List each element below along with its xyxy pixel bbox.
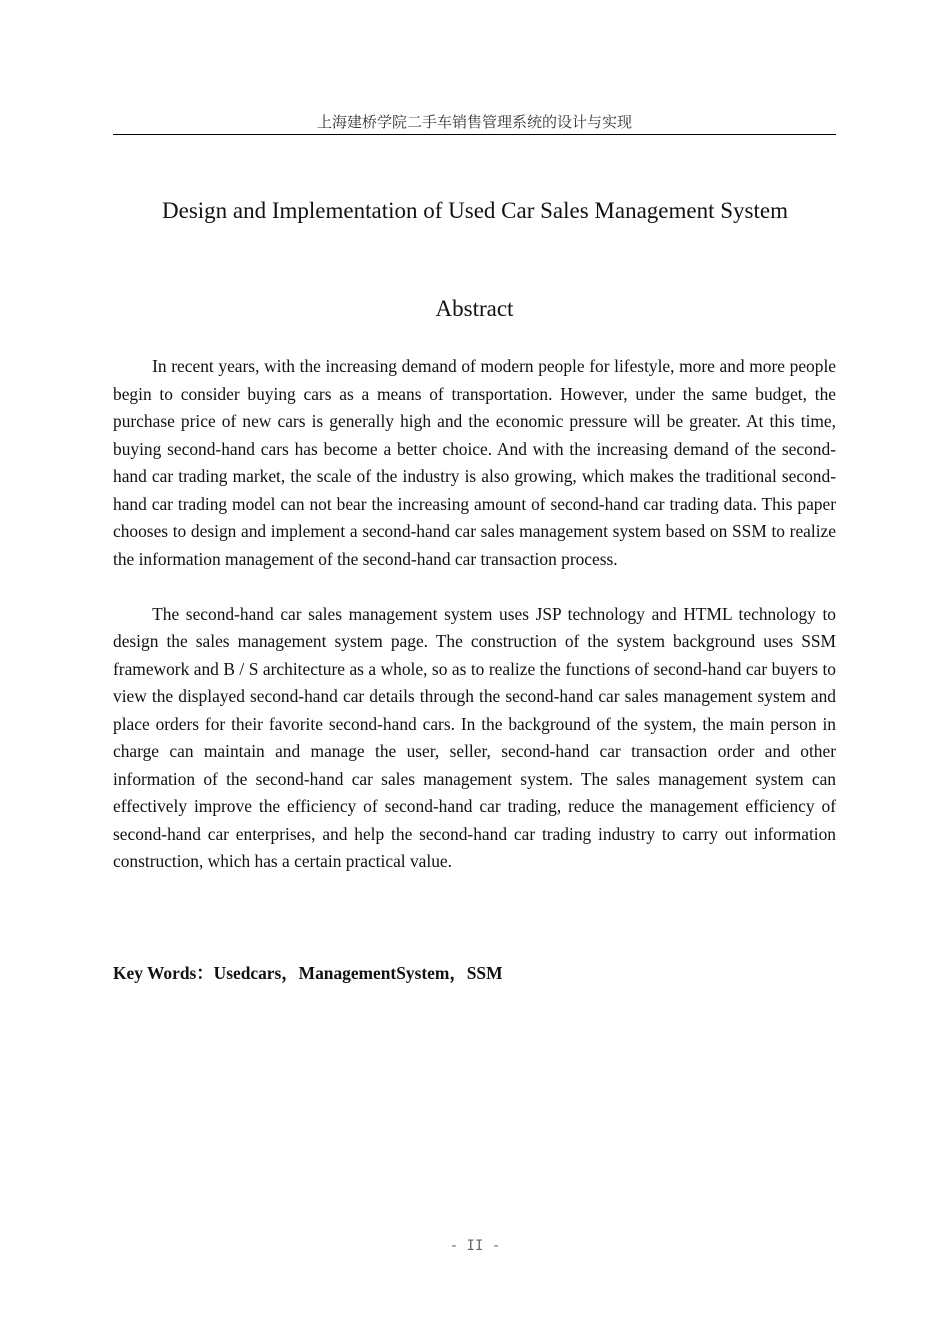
keywords-line: Key Words：Usedcars，ManagementSystem，SSM: [113, 963, 503, 983]
paper-title: Design and Implementation of Used Car Sales Management System: [162, 198, 788, 223]
abstract-paragraph-1: In recent years, with the increasing demand of modern people for lifestyle, more and more people begin to consider buying cars as a means of transportation. However, under the same budget, the purchase price of new cars is generally high and the economic pressure will be greater. At this time, buying second-hand cars has become a better choice. And with the increasing demand of the second-hand car trading market, the scale of the industry is also growing, which makes the traditional second-hand car trading model can not bear the increasing amount of second-hand car trading data. This paper chooses to design and implement a second-hand car sales management system based on SSM to realize the information management of the second-hand car transaction process.: [113, 356, 836, 569]
abstract-heading: Abstract: [435, 296, 514, 321]
running-header: 上海建桥学院二手车销售管理系统的设计与实现: [113, 113, 836, 135]
page-number: - II -: [449, 1238, 501, 1254]
abstract-body: [113, 353, 836, 903]
abstract-paragraph-2: The second-hand car sales management system uses JSP technology and HTML technology to design the sales management system page. The construction of the system background uses SSM framework and B / S architecture as a whole, so as to realize the functions of second-hand car buyers to view the displayed second-hand car details through the second-hand car sales management system and place orders for their favorite second-hand cars. In the background of the system, the main person in charge can maintain and manage the user, seller, second-hand car transaction order and other information of the second-hand car sales management system. The sales management system can effectively improve the efficiency of second-hand car trading, reduce the management efficiency of second-hand car enterprises, and help the second-hand car trading industry to carry out information construction, which has a certain practical value.: [113, 603, 836, 871]
